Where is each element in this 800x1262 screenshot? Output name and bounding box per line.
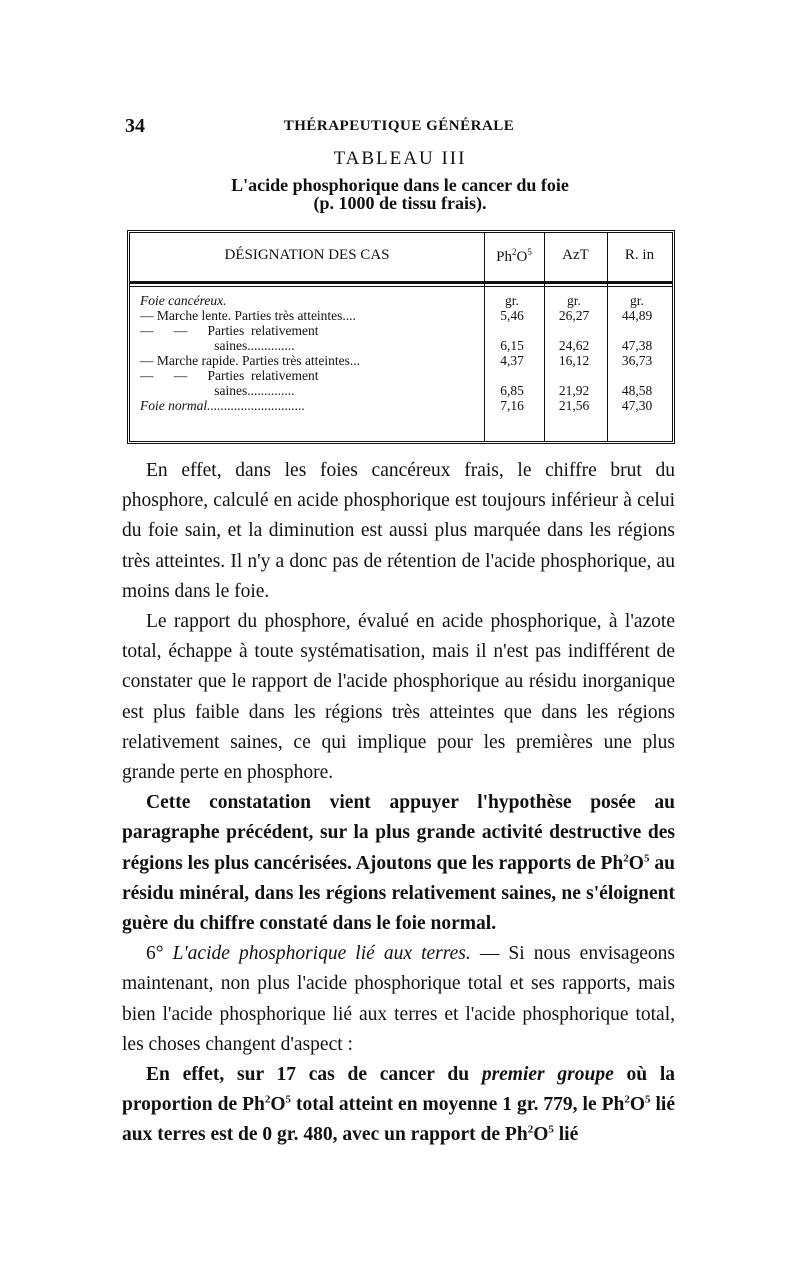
cell-v2: 24,62	[558, 338, 590, 353]
text-run: au résidu minéral, dans les régions relativement saines, ne s'éloignent guère du chiffre constaté dans le foie normal.	[122, 852, 675, 935]
text-run: O	[270, 1094, 286, 1116]
table-caption	[0, 176, 800, 212]
col-header-ph2o5-sup: 2	[512, 247, 517, 257]
emphasis: premier groupe	[481, 1064, 614, 1086]
cell-v3: 48,58	[621, 383, 653, 398]
superscript: 5	[285, 1093, 292, 1106]
superscript: 2	[624, 1093, 630, 1106]
text-run: O	[628, 852, 644, 874]
row-label: saines..............	[140, 338, 295, 353]
text-run: où la proportion de Ph	[122, 1064, 675, 1116]
table-caption-line2: (p. 1000 de tissu frais).	[313, 193, 487, 213]
cell-v1: 7,16	[500, 398, 524, 413]
header-rule	[130, 286, 672, 287]
header-rule	[130, 281, 672, 284]
table-row	[130, 338, 672, 353]
cell-v1: 4,37	[500, 353, 524, 368]
cell-v1: 6,15	[500, 338, 524, 353]
row-label: — — Parties relativement	[140, 368, 319, 383]
paragraph: Le rapport du phosphore, évalué en acide phosphorique, à l'azote total, échappe à toute systématisation, mais il n'est pas indifférent de constater que le rapport de l'acide phosphorique au résidu inorganique est plus faible dans les régions très atteintes que dans les régions relativement saines, ce qui implique pour les premières une plus grande perte en phosphore.	[122, 611, 675, 784]
paragraph	[122, 1060, 675, 1151]
table-row	[130, 308, 672, 323]
cell-v2: gr.	[567, 293, 581, 308]
table-caption-line1: L'acide phosphorique dans le cancer du foie	[231, 175, 569, 195]
superscript: 5	[643, 852, 650, 865]
text-run: — Si nous envisageons maintenant, non plus l'acide phosphorique total et ses rapports, mais bien l'acide phosphorique lié aux terres et l'acide phosphorique total, les choses changent d'aspect :	[122, 943, 675, 1055]
text-run: lié	[553, 1124, 579, 1146]
paragraph	[122, 939, 675, 1060]
cell-v1: 6,85	[500, 383, 524, 398]
text-run: lié aux terres est de 0 gr. 480, avec un rapport de Ph	[122, 1094, 675, 1146]
row-label: Foie normal.............................	[140, 398, 305, 413]
cell-v3: 47,30	[621, 398, 653, 413]
cell-v2: 21,56	[558, 398, 590, 413]
table-row	[130, 323, 672, 338]
table-row	[130, 368, 672, 383]
row-label: — Marche rapide. Parties très atteintes...	[140, 353, 361, 368]
superscript: 5	[548, 1123, 554, 1136]
col-header-ph2o5-sup: 5	[527, 247, 532, 257]
col-header-designation: DÉSIGNATION DES CAS	[224, 247, 390, 263]
cell-v2: 21,92	[558, 383, 590, 398]
superscript: 2	[527, 1123, 534, 1136]
col-header-ph2o5-mid: O	[516, 249, 528, 265]
page-header	[125, 115, 673, 139]
cell-v3: 44,89	[621, 308, 653, 323]
cell-v3: 36,73	[621, 353, 653, 368]
cell-v2: 16,12	[558, 353, 590, 368]
cell-v1: 5,46	[500, 308, 524, 323]
superscript: 2	[264, 1093, 271, 1106]
paragraph: En effet, dans les foies cancéreux frais, le chiffre brut du phosphore, calculé en acide phosphorique est toujours inférieur à celui du foie sain, et la diminution est aussi plus marquée dans les régions très atteintes. Il n'y a donc pas de rétention de l'acide phosphorique, au moins dans le foie.	[122, 460, 675, 602]
body-text	[122, 456, 675, 1151]
running-title: THÉRAPEUTIQUE GÉNÉRALE	[283, 118, 515, 134]
text-run: O	[629, 1094, 646, 1116]
col-header-rin: R. in	[624, 247, 655, 263]
row-label: Foie cancéreux.	[140, 293, 227, 308]
row-label: — — Parties relativement	[140, 323, 319, 338]
cell-v2: 26,27	[558, 308, 590, 323]
cell-v1: gr.	[505, 293, 519, 308]
table-row	[130, 353, 672, 368]
table-row	[130, 398, 672, 413]
col-header-ph2o5-base: Ph	[496, 249, 512, 265]
text-run: O	[533, 1124, 549, 1146]
text-run: En effet, sur 17 cas de cancer du	[146, 1064, 482, 1086]
row-label: saines..............	[140, 383, 295, 398]
cell-v3: gr.	[630, 293, 644, 308]
cell-v3: 47,38	[621, 338, 653, 353]
table-row	[130, 293, 672, 308]
text-run: total atteint en moyenne 1 gr. 779, le Ph	[291, 1094, 625, 1116]
text-run: Cette constatation vient appuyer l'hypothèse posée au paragraphe précédent, sur la plus grande activité destructive des régions les plus cancérisées. Ajoutons que les rapports de Ph	[122, 792, 675, 874]
paragraph	[122, 788, 675, 939]
data-table	[127, 230, 675, 444]
superscript: 5	[645, 1093, 651, 1106]
col-header-azt: AzT	[562, 247, 589, 263]
page-number: 34	[125, 115, 145, 137]
col-header-ph2o5	[484, 247, 544, 266]
superscript: 2	[623, 852, 629, 865]
section-number: 6°	[146, 943, 164, 965]
row-label: — Marche lente. Parties très atteintes....	[140, 308, 356, 323]
section-title: L'acide phosphorique lié aux terres.	[172, 943, 471, 965]
table-title: TABLEAU III	[333, 148, 467, 169]
table-row	[130, 383, 672, 398]
